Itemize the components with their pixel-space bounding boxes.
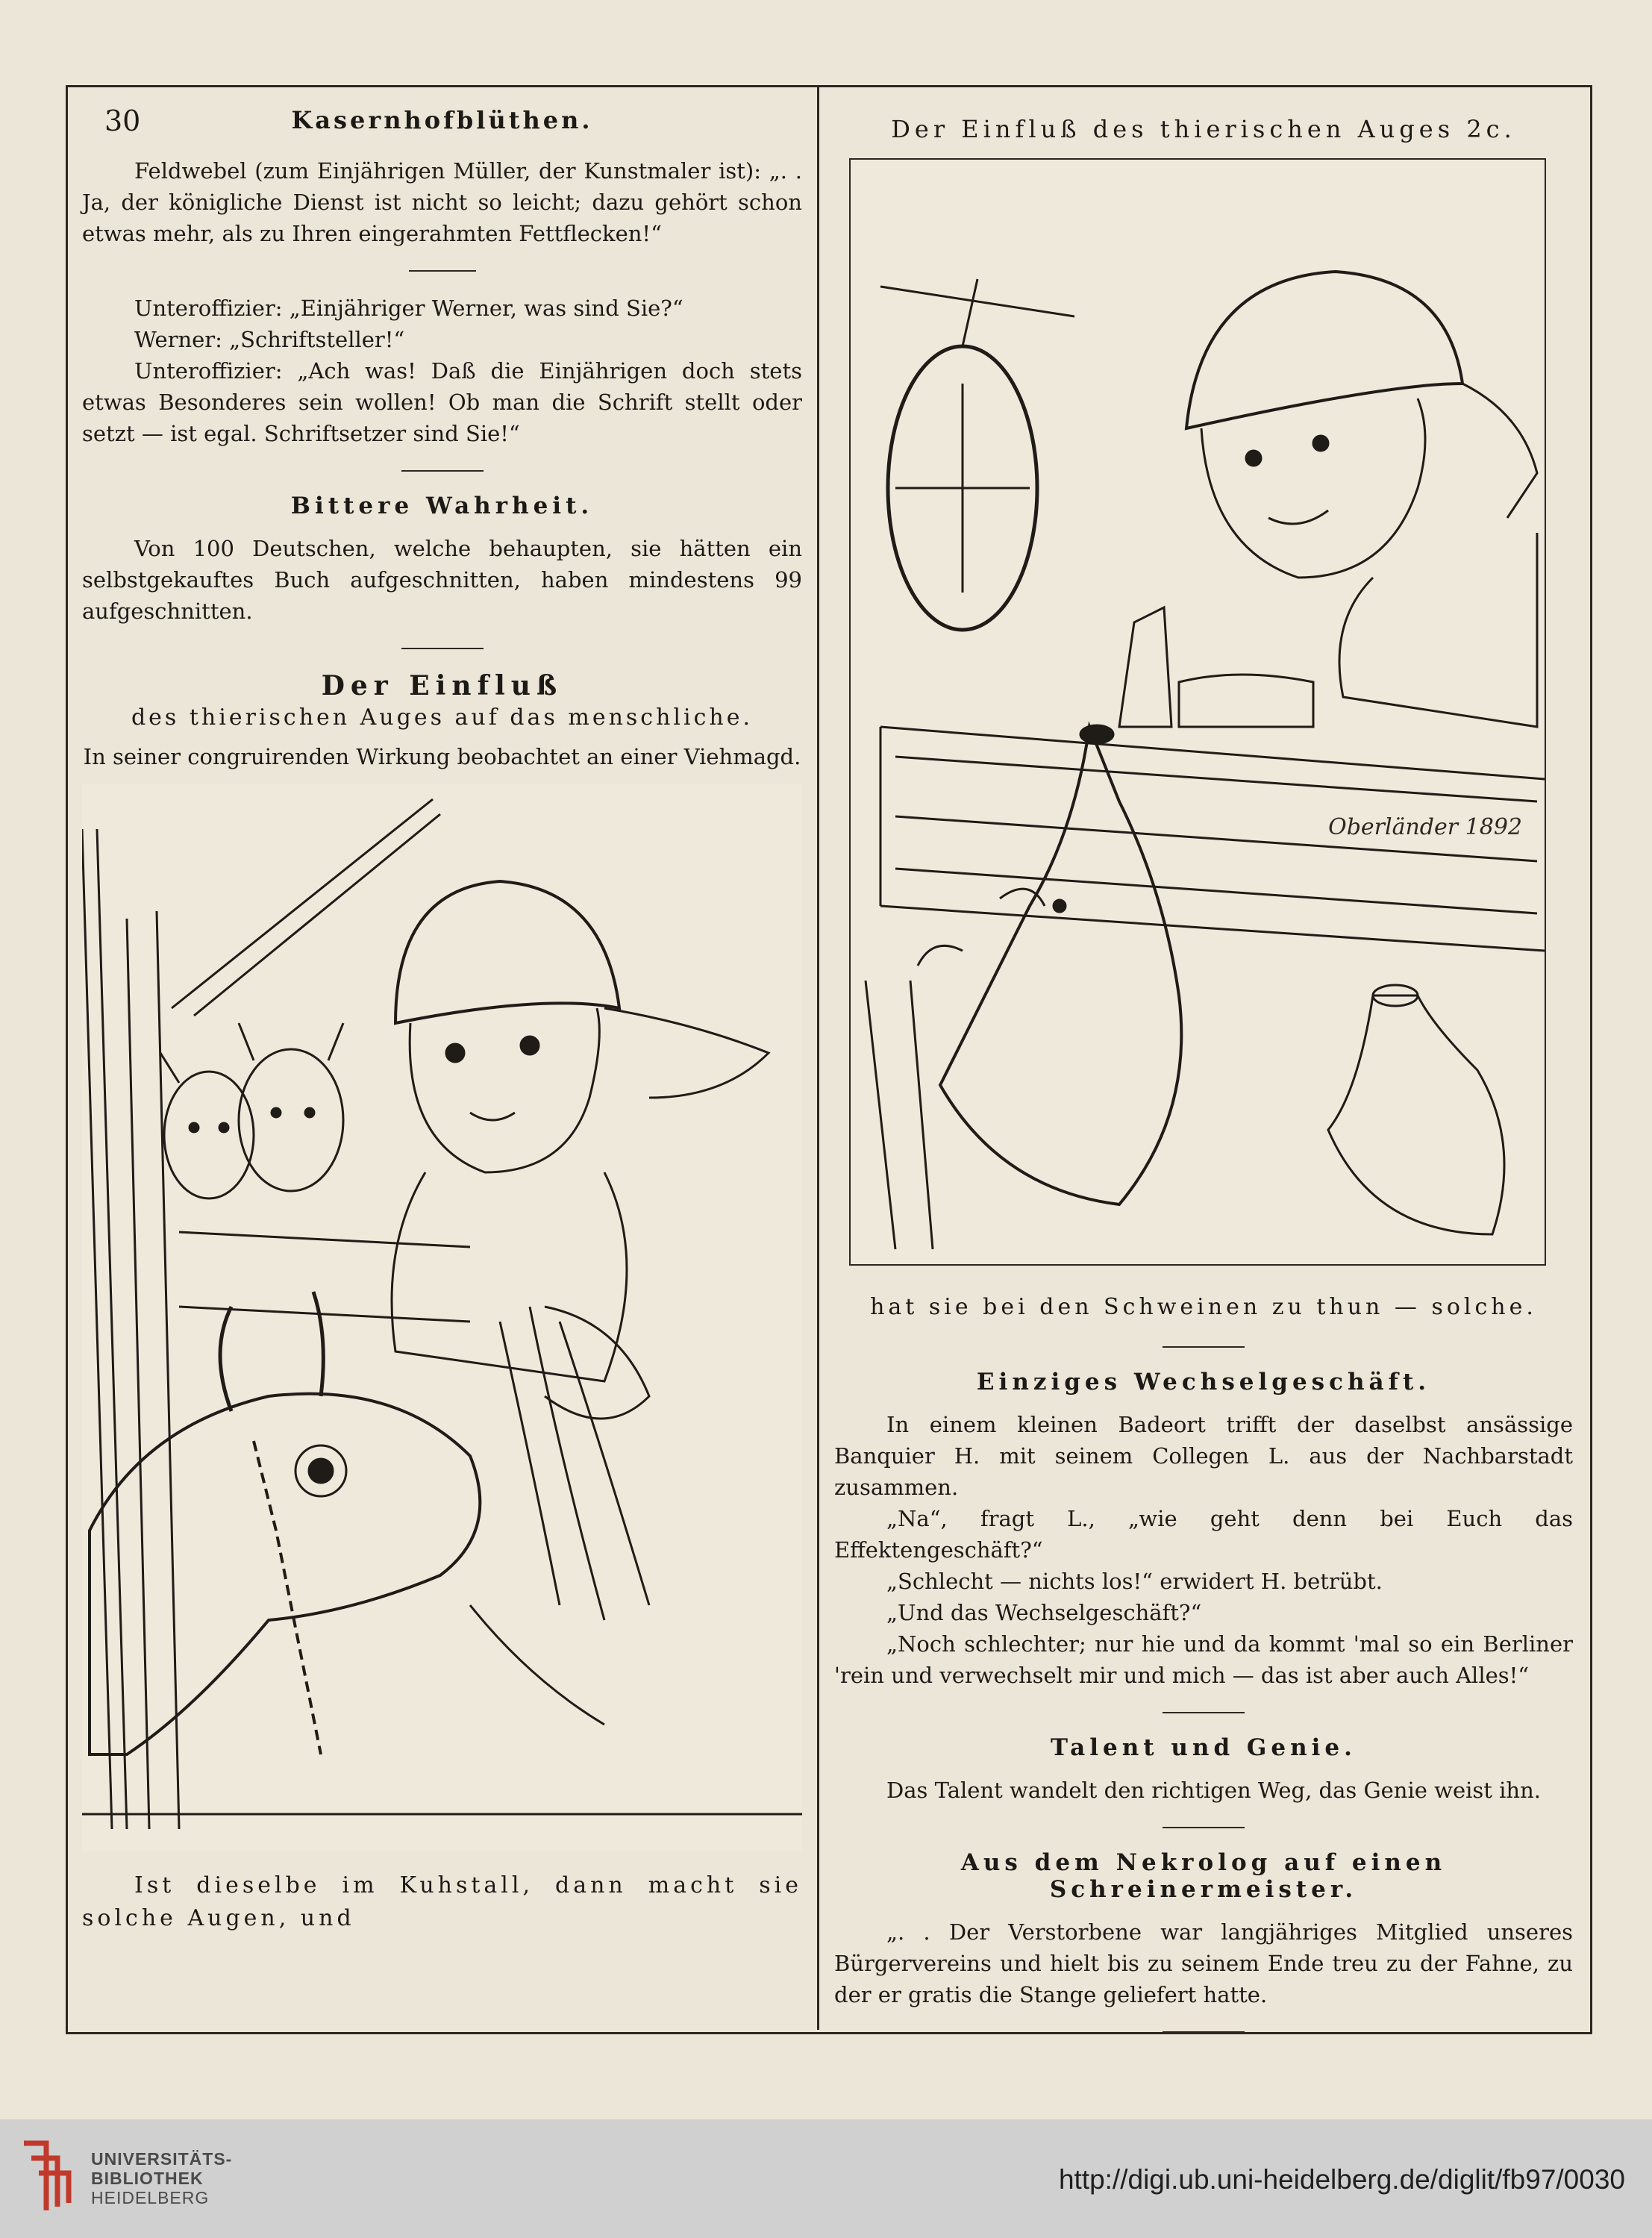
document-url-link[interactable]: http://digi.ub.uni-heidelberg.de/diglit/fb97/0030 <box>1058 2164 1625 2195</box>
separator <box>1163 1346 1245 1348</box>
left-illustration-caption: Ist dieselbe im Kuhstall, dann macht sie solche Augen, und <box>82 1872 802 1931</box>
pig-stable-illustration <box>849 158 1546 1266</box>
wechsel-paragraph-4: „Und das Wechselgeschäft?“ <box>886 1600 1202 1625</box>
separator <box>1163 2031 1245 2033</box>
kasern-text-4: Unteroffizier: „Ach was! Daß die Einjährigen doch stets etwas Besonderes sein wollen! Ob man die Schrift stellt oder setzt — ist egal. Schriftsetzer sind Sie!“ <box>82 358 802 446</box>
nekrolog-text: „. . Der Verstorbene war langjähriges Mitglied unseres Bürgervereins und hielt bis zu seinem Ende treu zu der Fahne, zu der er gratis die Stange geliefert hatte. <box>834 1919 1573 2007</box>
library-footer-bar <box>0 2119 1652 2238</box>
library-logo-icon[interactable] <box>16 2136 76 2218</box>
einfluss-subtitle: des thierischen Auges auf das menschliche. <box>131 704 754 731</box>
artist-signature: Oberländer 1892 <box>1328 814 1522 840</box>
nekrolog-title: Aus dem Nekrolog auf einen Schreinermeister. <box>960 1849 1447 1903</box>
wechsel-paragraph-1: In einem kleinen Badeort trifft der daselbst ansässige Banquier H. mit seinem Collegen L. aus der Nachbarstadt zusammen. <box>834 1412 1573 1500</box>
separator <box>401 470 484 472</box>
separator <box>1163 1712 1245 1713</box>
kasern-text-1: Feldwebel (zum Einjährigen Müller, der Kunstmaler ist): „. . Ja, der königliche Dienst ist nicht so leicht; dazu gehört schon etwas mehr, als zu Ihren eingerahmten Fettflecken!“ <box>82 158 802 246</box>
left-header <box>82 90 802 142</box>
pig-stable-drawing <box>851 160 1545 1264</box>
cow-stable-illustration <box>82 784 802 1851</box>
talent-genie-text: Das Talent wandelt den richtigen Weg, das Genie weist ihn. <box>886 1778 1541 1803</box>
separator <box>1163 1827 1245 1828</box>
cow-stable-drawing <box>82 784 802 1851</box>
einfluss-title: Der Einfluß <box>321 670 563 701</box>
bittere-wahrheit-text: Von 100 Deutschen, welche behaupten, sie hätten ein selbstgekauftes Buch aufgeschnitten, haben mindestens 99 aufgeschnitten. <box>82 536 802 624</box>
library-name <box>91 2149 232 2207</box>
separator <box>401 648 484 649</box>
right-illustration-caption: hat sie bei den Schweinen zu thun — solche. <box>870 1294 1537 1320</box>
library-name-line-1: UNIVERSITÄTS- <box>91 2149 233 2169</box>
right-column <box>834 90 1573 2054</box>
library-name-line-2: BIBLIOTHEK <box>91 2169 204 2188</box>
wechselgeschaeft-title: Einziges Wechselgeschäft. <box>976 1369 1431 1395</box>
running-head-right: Der Einfluß des thierischen Auges 2c. <box>891 115 1516 143</box>
kasern-text-2: Unteroffizier: „Einjähriger Werner, was sind Sie?“ <box>134 296 683 321</box>
wechsel-paragraph-3: „Schlecht — nichts los!“ erwidert H. betrübt. <box>886 1569 1383 1594</box>
column-divider <box>817 85 819 2030</box>
running-head-left: Kasernhofblüthen. <box>291 106 593 134</box>
kasern-text-3: Werner: „Schriftsteller!“ <box>134 327 405 352</box>
talent-genie-title: Talent und Genie. <box>1051 1734 1357 1761</box>
separator <box>409 270 476 272</box>
wechsel-paragraph-2: „Na“, fragt L., „wie geht denn bei Euch das Effektengeschäft?“ <box>834 1506 1573 1563</box>
kasernhof-section <box>82 155 802 449</box>
library-name-line-3: HEIDELBERG <box>91 2188 210 2207</box>
page-number: 30 <box>104 104 141 137</box>
left-column <box>82 90 802 1957</box>
wechsel-paragraph-5: „Noch schlechter; nur hie und da kommt 'mal so ein Berliner 'rein und verwechselt mir und mich — das ist aber auch Alles!“ <box>834 1631 1573 1688</box>
bittere-wahrheit-title: Bittere Wahrheit. <box>290 493 594 519</box>
einfluss-subline: In seiner congruirenden Wirkung beobachtet an einer Viehmagd. <box>83 744 801 769</box>
